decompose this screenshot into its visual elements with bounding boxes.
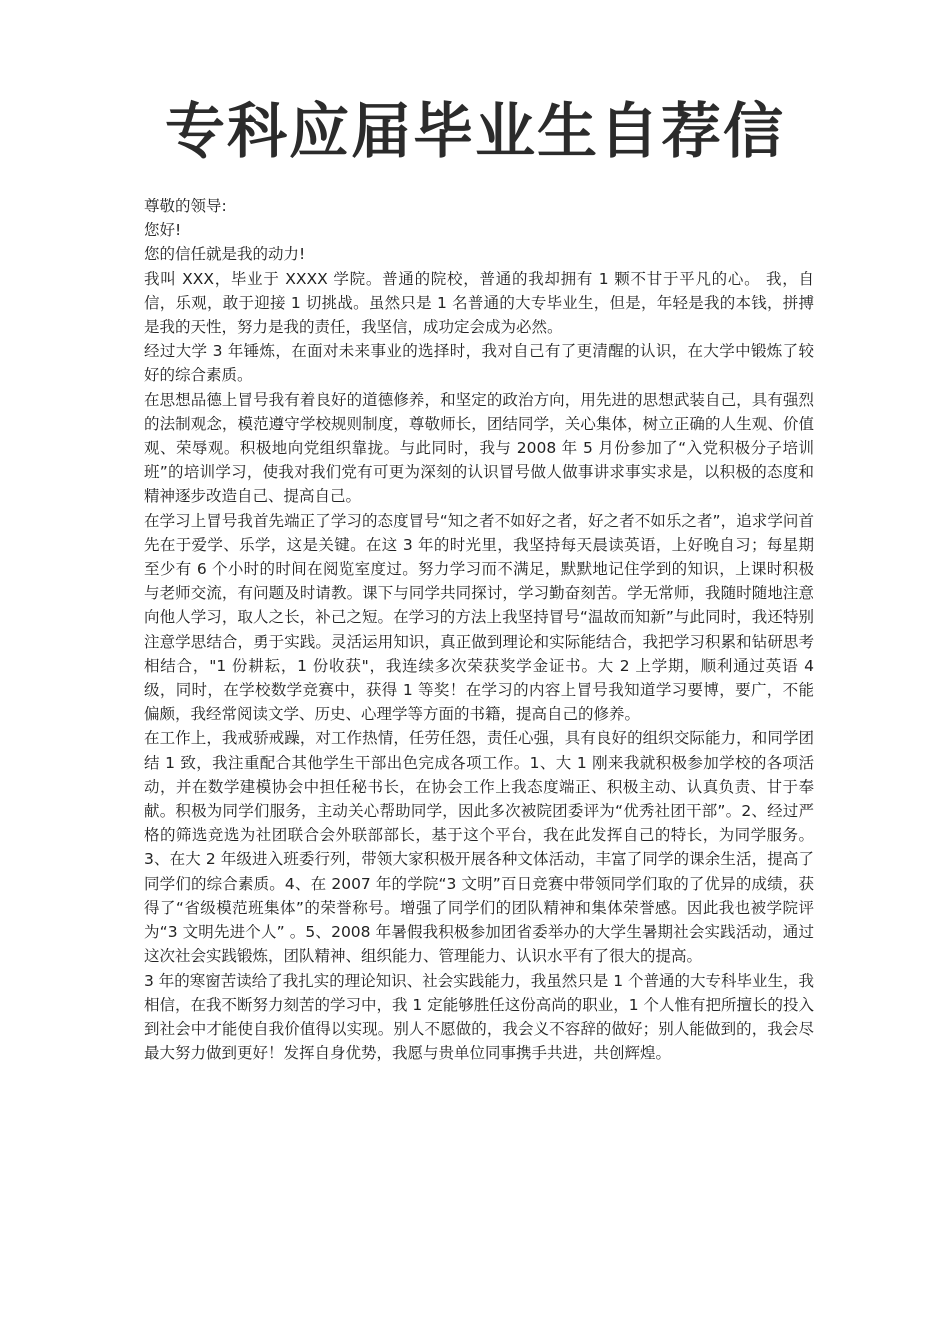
paragraph-university-training: 经过大学 3 年锤炼，在面对未来事业的选择时，我对自己有了更清醒的认识，在大学中锻炼了较好的综合素质。 xyxy=(144,342,814,385)
document-title: 专科应届毕业生自荐信 xyxy=(165,97,785,167)
paragraph-introduction: 我叫 XXX，毕业于 XXXX 学院。普通的院校，普通的我却拥有 1 颗不甘于平凡的心。 我，自信，乐观，敢于迎接 1 切挑战。虽然只是 1 名普通的大专毕业生，但是，年轻是我的本钱，拼搏是我的天性，努力是我的责任，我坚信，成功定会成为必然。 xyxy=(144,269,814,337)
letter-body xyxy=(144,194,814,1065)
paragraph-work: 在工作上，我戒骄戒躁，对工作热情，任劳任怨，责任心强，具有良好的组织交际能力，和同学团结 1 致，我注重配合其他学生干部出色完成各项工作。1、大 1 刚来我就积极参加学校的各项活动，并在数学建模协会中担任秘书长，在协会工作上我态度端正、积极主动、认真负责、甘于奉献。积极为同学们服务，主动关心帮助同学，因此多次被院团委评为“优秀社团干部”。2、经过严格的筛选竞选为社团联合会外联部部长，基于这个平台，我在此发挥自己的特长，为同学服务。3、在大 2 年级进入班委行列，带领大家积极开展各种文体活动，丰富了同学的课余生活，提高了同学们的综合素质。4、在 2007 年的学院“3 文明”百日竞赛中带领同学们取的了优异的成绩，获得了“省级模范班集体”的荣誉称号。增强了同学们的团队精神和集体荣誉感。因此我也被学院评为“3 文明先进个人” 。5、2008 年暑假我积极参加团省委举办的大学生暑期社会实践活动，通过这次社会实践锻炼，团队精神、组织能力、管理能力、认识水平有了很大的提高。 xyxy=(144,729,814,966)
paragraph-study: 在学习上冒号我首先端正了学习的态度冒号“知之者不如好之者，好之者不如乐之者”，追求学问首先在于爱学、乐学，这是关键。在这 3 年的时光里，我坚持每天晨读英语，上好晚自习；每星期至少有 6 个小时的时间在阅览室度过。努力学习而不满足，默默地记住学到的知识，上课时积极与老师交流，有问题及时请教。课下与同学共同探讨，学习勤奋刻苦。学无常师，我随时随地注意向他人学习，取人之长，补己之短。在学习的方法上我坚持冒号“温故而知新”与此同时，我还特别注意学思结合，勇于实践。灵活运用知识，真正做到理论和实际能结合，我把学习积累和钻研思考相结合，"1 份耕耘，1 份收获"，我连续多次荣获奖学金证书。大 2 上学期，顺利通过英语 4 级，同时，在学校数学竞赛中，获得 1 等奖！在学习的内容上冒号我知道学习要博，要广，不能偏颇，我经常阅读文学、历史、心理学等方面的书籍，提高自己的修养。 xyxy=(144,511,814,724)
salutation: 尊敬的领导: xyxy=(144,197,227,215)
greeting: 您好! xyxy=(144,221,182,240)
opening-line: 您的信任就是我的动力! xyxy=(144,245,306,264)
paragraph-closing: 3 年的寒窗苦读给了我扎实的理论知识、社会实践能力，我虽然只是 1 个普通的大专科毕业生，我相信，在我不断努力刻苦的学习中，我 1 定能够胜任这份高尚的职业，1 个人惟有把所擅长的投入到社会中才能使自我价值得以实现。别人不愿做的，我会义不容辞的做好；别人能做到的，我会尽最大努力做到更好！发挥自身优势，我愿与贵单位同事携手共进，共创辉煌。 xyxy=(144,971,815,1063)
paragraph-moral-character: 在思想品德上冒号我有着良好的道德修养，和坚定的政治方向，用先进的思想武装自己，具有强烈的法制观念，模范遵守学校规则制度，尊敬师长，团结同学，关心集体，树立正确的人生观、价值观、荣辱观。积极地向党组织靠拢。与此同时，我与 2008 年 5 月份参加了“入党积极分子培训班”的培训学习，使我对我们党有可更为深刻的认识冒号做人做事讲求事实求是，以积极的态度和精神逐步改造自己、提高自己。 xyxy=(144,390,814,506)
